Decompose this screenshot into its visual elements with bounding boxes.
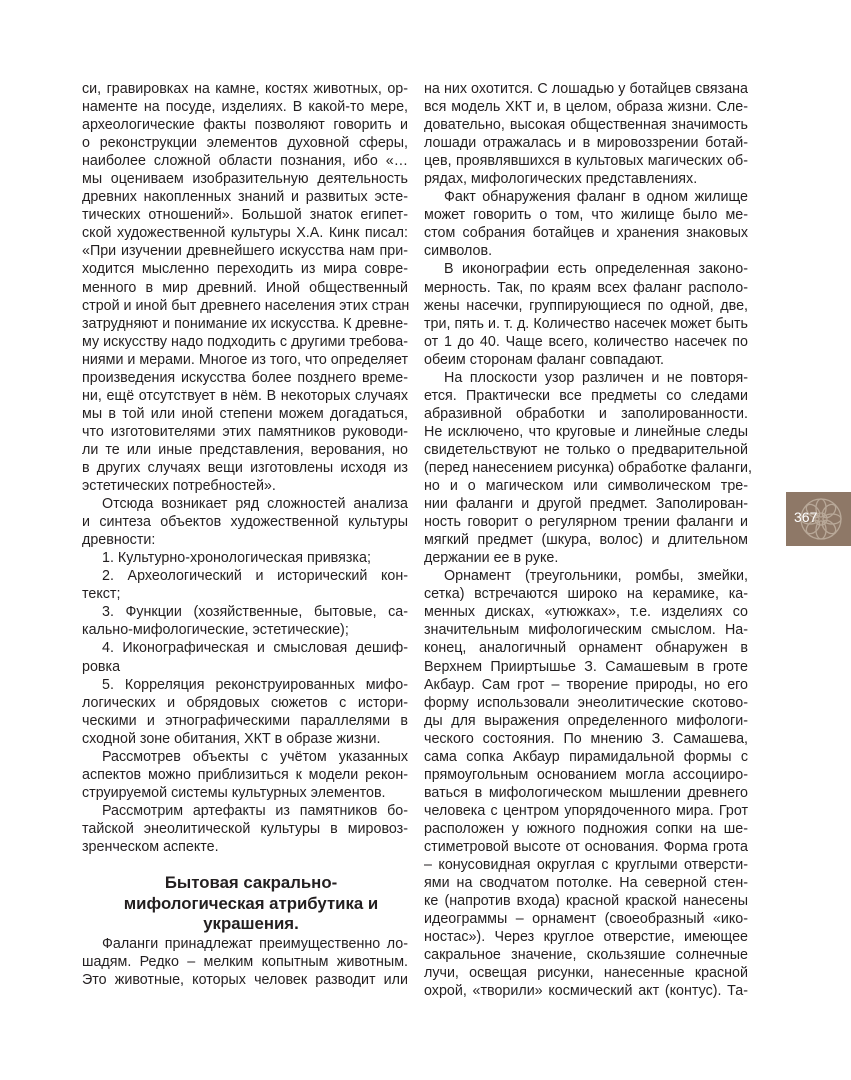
text-line: ке (напротив входа) красной краской нанесены — [424, 893, 748, 910]
text-line: свидетельствуют не только о предварительной — [424, 441, 748, 458]
page-number-tab — [786, 492, 851, 546]
heading-line: Бытовая сакрально- — [164, 873, 338, 893]
text-line: может говорить о том, что жилище было ме- — [424, 207, 748, 224]
text-line: Это животные, которых человек разводит или — [82, 971, 408, 988]
text-line: стиметровой высоте от основания. Форма грота — [424, 838, 748, 855]
section-heading — [94, 873, 408, 935]
list-item: 1. Культурно-хронологическая привязка; — [102, 550, 371, 567]
text-line: ни, ещё отсутствует в нём. В некоторых случаях — [82, 387, 408, 404]
list-item: 5. Корреляция реконструированных мифо- — [102, 676, 408, 693]
text-line: довательно, высокая общественная значимость — [424, 117, 748, 134]
text-line: сетка) встречаются широко на керамике, ка- — [424, 586, 748, 603]
text-line: лошади отражалась и в мировоззрении ботай- — [424, 135, 748, 152]
text-line: ровка — [82, 658, 121, 675]
text-line: человека с центром упорядоченного мира. Грот — [424, 802, 748, 819]
text-line: сама сопка Акбаур пирамидальной формы с — [424, 748, 748, 765]
text-line: строй и иной быт древнего населения этих стран — [82, 297, 410, 314]
text-line: держании ее в руке. — [424, 550, 559, 567]
text-line: в других случаях вещи изготовлены исходя из — [82, 459, 408, 476]
text-line: – конусовидная округлая с круглыми отверсти- — [424, 857, 748, 874]
text-line: конец, аналогичный орнамент обнаружен в — [424, 640, 748, 657]
text-line: мы в той или иной степени можем догадаться, — [82, 405, 408, 422]
text-line: символов. — [424, 243, 493, 260]
text-line: на них охотится. С лошадью у ботайцев связана — [424, 81, 748, 97]
text-line: Фаланги принадлежат преимущественно ло- — [102, 935, 408, 952]
heading-line: украшения. — [203, 914, 299, 934]
text-line: охрой, «творили» космический акт (контус). Та- — [424, 983, 748, 1000]
text-line: ходится мысленно переходить из мира совре- — [82, 261, 408, 278]
text-line: си, гравировках на камне, костях животных, ор- — [82, 81, 408, 97]
text-line: произведения искусства более позднего време- — [82, 369, 408, 386]
text-line: эстетических потребностей». — [82, 478, 276, 495]
text-line: Акбаур. Сам грот – творение природы, но его — [424, 676, 748, 693]
text-line: На плоскости узор различен и не повторя- — [444, 369, 748, 386]
text-line: сходной зоне обитания, ХКТ в образе жизни. — [82, 730, 381, 747]
text-line: сакральное значение, скользяшие солнечные — [424, 947, 748, 964]
text-line: три, пять и. т. д. Количество насечек может быть — [424, 315, 748, 332]
text-line: стом собрания ботайцев и хранения знаковых — [424, 225, 748, 242]
text-line: Рассмотрим артефакты из памятников бо- — [102, 802, 408, 819]
text-line: мягкий предмет (шкура, волос) и длительном — [424, 532, 748, 549]
text-line: затрудняют и понимание их искусства. К древне- — [82, 315, 408, 332]
right-column — [424, 80, 752, 1000]
text-line: и синтеза объектов художественной культуры — [82, 514, 408, 531]
text-line: В иконографии есть определенная законо- — [444, 261, 748, 278]
text-line: лучи, освещая рисунки, нанесенные красной — [424, 965, 748, 982]
list-item: 4. Иконографическая и смысловая дешиф- — [102, 640, 408, 657]
heading-line: мифологическая атрибутика и — [123, 893, 379, 913]
text-line: тических отношений». Большой знаток египет- — [82, 207, 408, 224]
text-line: ваться в мифологическом мышлении древнего — [424, 784, 748, 801]
text-line: кально-мифологические, эстетические); — [82, 622, 349, 639]
text-line: логических и обрядовых сюжетов с истори- — [82, 694, 408, 711]
text-line: цев, проявлявшихся в культовых магических об- — [424, 153, 748, 170]
text-line: ется. Практически все предметы со следами — [424, 387, 748, 404]
text-line: «При изучении древнейшего искусства нам при- — [82, 243, 408, 260]
text-line: что изготовителями этих памятников руководи- — [82, 423, 408, 440]
text-line: абразивной обработки и заполированности. — [424, 405, 748, 422]
text-line: ли те или иные представления, верования, но — [82, 441, 408, 458]
text-line: рядах, мифологических представлениях. — [424, 171, 698, 188]
text-line: Не исключено, что круговые и линейные следы — [424, 423, 748, 440]
text-line: археологические факты позволяют говорить и — [82, 117, 408, 134]
text-line: форму использовали энеолитические скотово- — [424, 694, 748, 711]
text-line: ской художественной культуры Х.А. Кинк писал: — [82, 225, 408, 242]
text-line: о реконструкции элементов духовной сферы, — [82, 135, 408, 152]
text-line: ды для выражения определенного мифологи- — [424, 712, 748, 729]
text-line: значительным мифологическим смыслом. На- — [424, 622, 748, 639]
text-line: Верхнем Прииртышье З. Самашевым в гроте — [424, 658, 748, 675]
text-line: (перед нанесением рисунка) обработке фаланги, — [424, 459, 752, 476]
text-line: зренческом аспекте. — [82, 838, 219, 855]
text-line: ность говорит о регулярном трении фаланги и — [424, 514, 748, 531]
text-line: Орнамент (треугольники, ромбы, змейки, — [444, 568, 748, 585]
list-item: 2. Археологический и исторический кон- — [102, 568, 408, 585]
text-line: аспектов можно приблизиться к модели рекон- — [82, 766, 408, 783]
text-line: наиболее сложной области познания, ибо «… — [82, 153, 408, 170]
text-line: жены насечки, группирующиеся по одной, две, — [424, 297, 748, 314]
text-line: ческого состояния. По мнению З. Самашева, — [424, 730, 748, 747]
text-line: идеограммы – орнамент (своеобразный «ико- — [424, 911, 748, 928]
page-number: 367 — [794, 509, 818, 525]
text-line: мерность. Так, по краям всех фаланг располо- — [424, 279, 748, 296]
text-line: менного в мир древний. Иной общественный — [82, 279, 408, 296]
text-line: мы оцениваем изобразительную деятельность — [82, 171, 408, 188]
text-line: ческими и этнографическими параллелями в — [82, 712, 408, 729]
text-line: древности: — [82, 532, 156, 549]
text-line: тайской энеолитической культуры в мировоз- — [82, 820, 408, 837]
text-line: вся модель ХКТ и, в целом, образа жизни. Сле- — [424, 99, 748, 116]
text-line: Рассмотрев объекты с учётом указанных — [102, 748, 408, 765]
text-line: расположен у южного подножия сопки на ше- — [424, 820, 748, 837]
text-line: ями на сводчатом потолке. На северной стен- — [424, 875, 748, 892]
left-column — [82, 80, 408, 989]
text-line: шадям. Редко – мелким копытным животным. — [82, 953, 408, 970]
text-line: прямоугольным основанием могла ассоцииро- — [424, 766, 748, 783]
text-line: текст; — [82, 586, 121, 603]
text-line: ностас»). Через круглое отверстие, имеющее — [424, 929, 748, 946]
text-line: струируемой системы культурных элементов. — [82, 784, 386, 801]
text-line: нии фаланги и другой предмет. Заполирован- — [424, 496, 748, 513]
list-item: 3. Функции (хозяйственные, бытовые, са- — [102, 604, 408, 621]
text-line: му искусству надо подходить с другими требова- — [82, 333, 408, 350]
text-line: древних накопленных знаний и развитых эсте- — [82, 189, 408, 206]
text-line: Отсюда возникает ряд сложностей анализа — [102, 496, 408, 513]
text-line: от 1 до 40. Чаще всего, количество насечек по — [424, 333, 748, 350]
text-line: обеим сторонам фаланг совпадают. — [424, 351, 665, 368]
text-line: наменте на посуде, изделиях. В какой-то мере, — [82, 99, 408, 116]
text-line: Факт обнаружения фаланг в одном жилище — [444, 189, 748, 206]
text-line: но и о магическом или символическом тре- — [424, 478, 748, 495]
text-line: менных дисках, «утюжках», т.е. изделиях со — [424, 604, 748, 621]
text-line: ниями и мерами. Многое из того, что определяет — [82, 351, 408, 368]
